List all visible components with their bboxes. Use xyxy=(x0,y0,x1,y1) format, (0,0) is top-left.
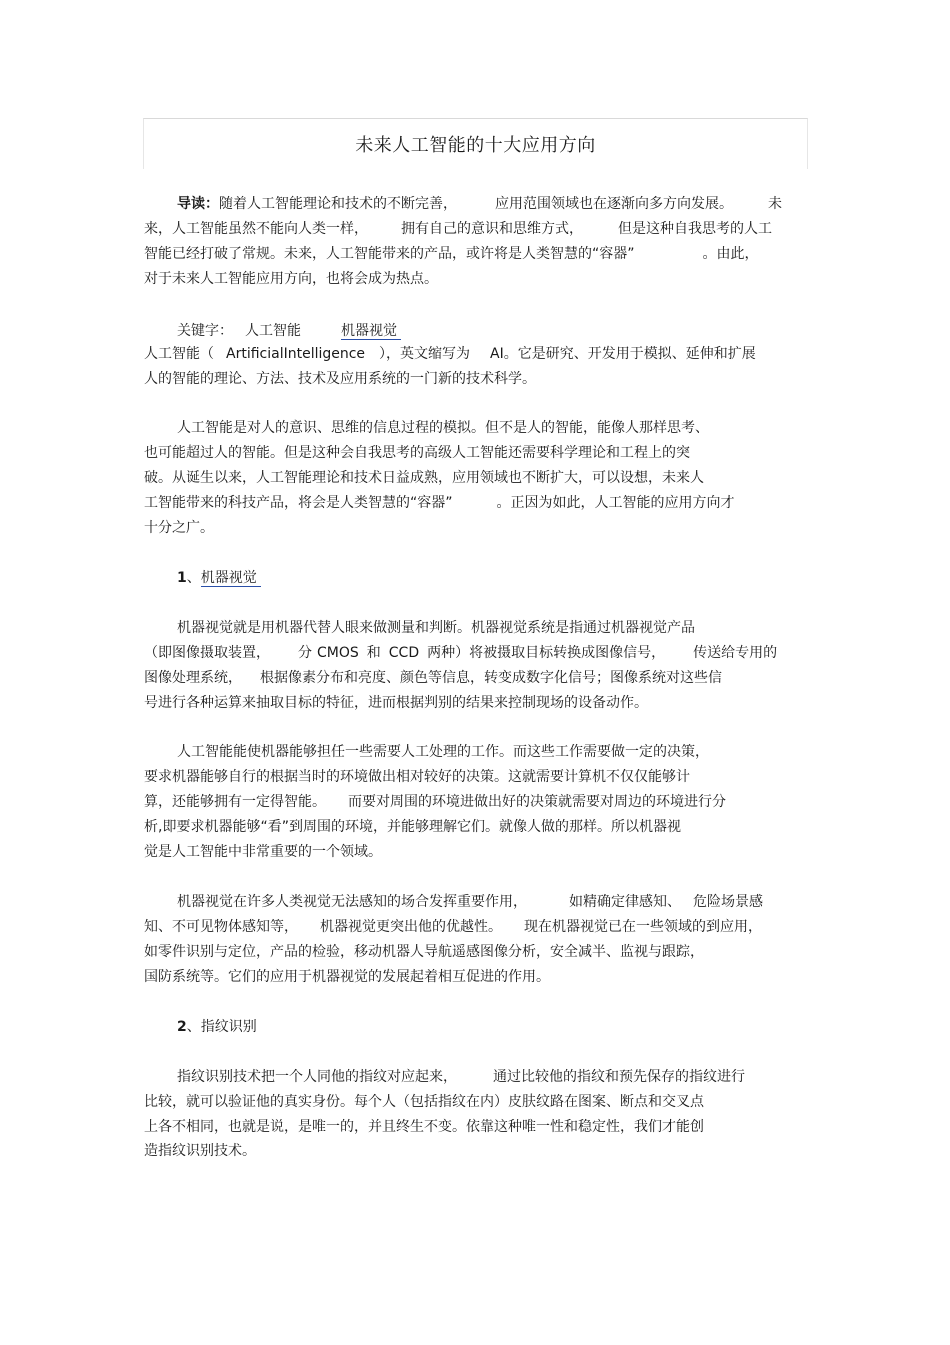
intro-text: 随着人工智能理论和技术的不断完善， xyxy=(219,196,457,212)
paragraph-text: 。正因为如此，人工智能的应用方向才 xyxy=(496,495,735,511)
paragraph-text: CCD xyxy=(388,645,420,661)
p4-line-2 xyxy=(144,917,762,937)
p1-line-4 xyxy=(144,493,735,513)
paragraph-text: 觉是人工智能中非常重要的一个领域。 xyxy=(144,844,382,860)
intro-text: 智能已经打破了常规。未来，人工智能带来的产品，或许将是人类智慧的“容器” xyxy=(144,246,635,262)
paragraph-text: 破。从诞生以来，人工智能理论和技术日益成熟，应用领域也不断扩大，可以设想，未来人 xyxy=(144,470,704,486)
intro-line-3 xyxy=(144,244,759,264)
intro-text: 但是这种自我思考的人工 xyxy=(618,221,772,237)
paragraph-text: 造指纹识别技术。 xyxy=(144,1143,256,1159)
paragraph-text: 和 xyxy=(366,645,381,661)
keyword-2-link[interactable]: 机器视觉 xyxy=(341,323,401,340)
paragraph-text: 要求机器能够自行的根据当时的环境做出相对较好的决策。这就需要计算机不仅仅能够计 xyxy=(144,769,690,785)
p4-line-4 xyxy=(144,967,550,987)
p4-line-3 xyxy=(144,942,704,962)
p5-line-3 xyxy=(144,1117,704,1137)
definition-line-2 xyxy=(144,369,536,389)
paragraph-text: 根据像素分布和亮度、颜色等信息，转变成数字化信号；图像系统对这些信 xyxy=(260,670,722,686)
paragraph-text: 机器视觉就是用机器代替人眼来做测量和判断。机器视觉系统是指通过机器视觉产品 xyxy=(177,620,695,636)
p5-line-4 xyxy=(144,1141,256,1161)
p1-line-5 xyxy=(144,518,214,538)
section-1-number: 1 xyxy=(177,570,187,586)
section-2-title: 、指纹识别 xyxy=(186,1019,257,1035)
p3-line-4 xyxy=(144,817,681,837)
intro-line-1 xyxy=(177,194,782,214)
p2-line-1 xyxy=(177,618,695,638)
paragraph-text: 指纹识别技术把一个人同他的指纹对应起来， xyxy=(177,1069,457,1085)
document-title: 未来人工智能的十大应用方向 xyxy=(355,135,596,156)
definition-text: ArtificialIntelligence xyxy=(226,346,366,362)
paragraph-text: 也可能超过人的智能。但是这种会自我思考的高级人工智能还需要科学理论和工程上的突 xyxy=(144,445,690,461)
keywords-label: 关键字： xyxy=(177,323,233,339)
intro-text: 。由此， xyxy=(702,246,759,262)
paragraph-text: 十分之广。 xyxy=(144,520,214,536)
section-1-separator: 、 xyxy=(186,570,201,586)
keywords-line xyxy=(177,321,401,341)
p3-line-2 xyxy=(144,767,690,787)
paragraph-text: 两种）将被摄取目标转换成图像信号， xyxy=(427,645,666,661)
paragraph-text: 析,即要求机器能够“看”到周围的环境，并能够理解它们。就像人做的那样。所以机器视 xyxy=(144,819,681,835)
p4-line-1 xyxy=(177,892,763,912)
section-2-number: 2 xyxy=(177,1019,187,1035)
definition-text: 。它是研究、开发用于模拟、延伸和扩展 xyxy=(503,346,756,362)
paragraph-text: 通过比较他的指纹和预先保存的指纹进行 xyxy=(493,1069,745,1085)
paragraph-text: 分 xyxy=(298,645,312,661)
paragraph-text: （即图像摄取装置， xyxy=(144,645,270,661)
paragraph-text: 号进行各种运算来抽取目标的特征，进而根据判别的结果来控制现场的设备动作。 xyxy=(144,695,648,711)
intro-line-4 xyxy=(144,269,438,289)
p2-line-3 xyxy=(144,668,722,688)
paragraph-text: 危险场景感 xyxy=(693,894,763,910)
intro-text: 对于未来人工智能应用方向，也将会成为热点。 xyxy=(144,271,438,287)
paragraph-text: 机器视觉在许多人类视觉无法感知的场合发挥重要作用， xyxy=(177,894,527,910)
p1-line-2 xyxy=(144,443,690,463)
paragraph-text: 而要对周围的环境进做出好的决策就需要对周边的环境进行分 xyxy=(348,794,726,810)
paragraph-text: 现在机器视觉已在一些领域的到应用， xyxy=(524,919,762,935)
p2-line-2 xyxy=(144,643,777,663)
paragraph-text: 传送给专用的 xyxy=(693,645,778,661)
p3-line-3 xyxy=(144,792,726,812)
title-box xyxy=(143,118,808,169)
definition-text: 人的智能的理论、方法、技术及应用系统的一门新的技术科学。 xyxy=(144,371,536,387)
intro-text: 来，人工智能虽然不能向人类一样， xyxy=(144,221,368,237)
intro-line-2 xyxy=(144,219,772,239)
paragraph-text: 如精确定律感知、 xyxy=(569,894,681,910)
paragraph-text: 知、不可见物体感知等， xyxy=(144,919,298,935)
definition-line-1 xyxy=(144,344,756,364)
paragraph-text: 如零件识别与定位，产品的检验，移动机器人导航遥感图像分析，安全减半、监视与跟踪， xyxy=(144,944,704,960)
p3-line-1 xyxy=(177,742,709,762)
definition-text: AI xyxy=(490,346,504,362)
definition-text: 人工智能（ xyxy=(144,346,214,362)
paragraph-text: 机器视觉更突出他的优越性。 xyxy=(320,919,502,935)
p1-line-1 xyxy=(177,418,709,438)
paragraph-text: 人工智能是对人的意识、思维的信息过程的模拟。但不是人的智能，能像人那样思考、 xyxy=(177,420,709,436)
paragraph-text: 工智能带来的科技产品，将会是人类智慧的“容器” xyxy=(144,495,453,511)
paragraph-text: 国防系统等。它们的应用于机器视觉的发展起着相互促进的作用。 xyxy=(144,969,550,985)
section-2-heading xyxy=(177,1017,257,1037)
paragraph-text: 比较，就可以验证他的真实身份。每个人（包括指纹在内）皮肤纹路在图案、断点和交叉点 xyxy=(144,1094,704,1110)
p2-line-4 xyxy=(144,693,648,713)
intro-text: 拥有自己的意识和思维方式， xyxy=(401,221,583,237)
intro-label: 导读： xyxy=(177,196,219,212)
p3-line-5 xyxy=(144,842,382,862)
section-1-title-link[interactable]: 机器视觉 xyxy=(201,570,261,587)
p1-line-3 xyxy=(144,468,704,488)
paragraph-text: CMOS xyxy=(317,645,359,661)
intro-text: 未 xyxy=(768,196,782,212)
paragraph-text: 图像处理系统， xyxy=(144,670,242,686)
intro-text: 应用范围领域也在逐渐向多方向发展。 xyxy=(495,196,733,212)
keyword-1: 人工智能 xyxy=(245,323,301,339)
paragraph-text: 算，还能够拥有一定得智能。 xyxy=(144,794,326,810)
definition-text: ），英文缩写为 xyxy=(379,346,471,362)
section-1-heading xyxy=(177,568,261,588)
p5-line-2 xyxy=(144,1092,704,1112)
paragraph-text: 上各不相同，也就是说，是唯一的，并且终生不变。依靠这种唯一性和稳定性，我们才能创 xyxy=(144,1119,704,1135)
p5-line-1 xyxy=(177,1067,745,1087)
paragraph-text: 人工智能能使机器能够担任一些需要人工处理的工作。而这些工作需要做一定的决策， xyxy=(177,744,709,760)
